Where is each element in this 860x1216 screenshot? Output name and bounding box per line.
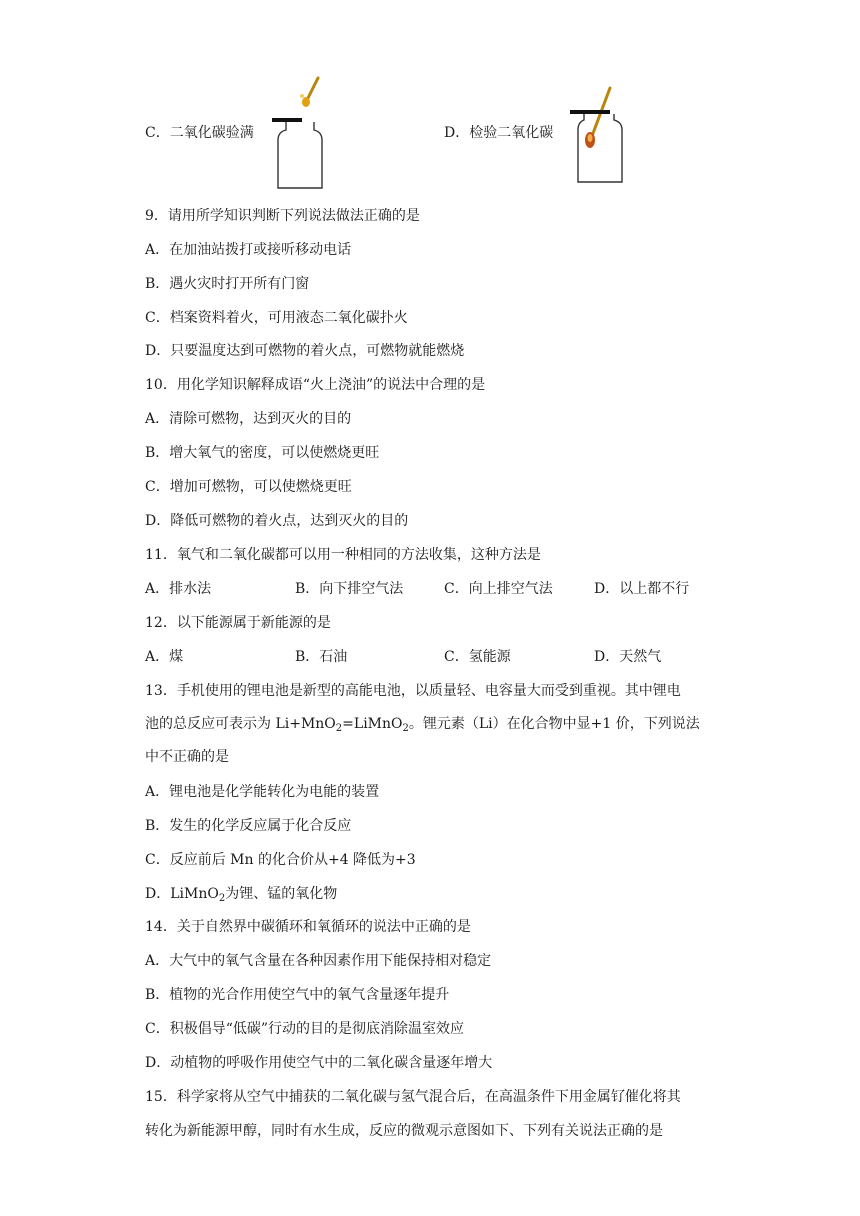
q13-option-a: A．锂电池是化学能转化为电能的装置: [145, 784, 380, 800]
q10-option-c: C．增加可燃物，可以使燃烧更旺: [145, 479, 352, 495]
q9-option-a: A．在加油站拨打或接听移动电话: [145, 242, 352, 258]
q14-stem: 14．关于自然界中碳循环和氧循环的说法中正确的是: [145, 919, 471, 935]
q15-stem-line1: 15．科学家将从空气中捕获的二氧化碳与氢气混合后，在高温条件下用金属钌催化将其: [145, 1089, 681, 1105]
q10-option-b: B．增大氧气的密度，可以使燃烧更旺: [145, 445, 380, 461]
q13-stem-line2: 池的总反应可表示为 Li+MnO$_2$=LiMnO$_2$。锂元素（Li）在化合物中显+1 价，下列说法: [145, 716, 700, 734]
q13-option-c: C．反应前后 Mn 的化合价从+4 降低为+3: [145, 852, 416, 868]
q9-option-d: D．只要温度达到可燃物的着火点，可燃物就能燃烧: [145, 343, 465, 359]
q11-option-d: D．以上都不行: [594, 581, 690, 597]
q11-option-a: A．排水法: [145, 581, 212, 597]
q12-option-a: A．煤: [145, 649, 184, 665]
q13-stem-line1: 13．手机使用的锂电池是新型的高能电池，以质量轻、电容量大而受到重视。其中锂电: [145, 683, 681, 699]
q13-option-d: D．LiMnO$_2$为锂、锰的氧化物: [145, 886, 338, 904]
q10-option-d: D．降低可燃物的着火点，达到灭火的目的: [145, 513, 409, 529]
q11-option-b: B．向下排空气法: [295, 581, 404, 597]
q9-option-b: B．遇火灾时打开所有门窗: [145, 276, 310, 292]
q8-option-c-label: C．二氧化碳验满: [145, 125, 254, 141]
q12-option-d: D．天然气: [594, 649, 662, 665]
q14-option-a: A．大气中的氧气含量在各种因素作用下能保持相对稳定: [145, 953, 492, 969]
q8-option-d-label: D．检验二氧化碳: [444, 125, 554, 141]
q12-option-b: B．石油: [295, 649, 348, 665]
q14-option-d: D．动植物的呼吸作用使空气中的二氧化碳含量逐年增大: [145, 1055, 493, 1071]
q11-stem: 11．氧气和二氧化碳都可以用一种相同的方法收集，这种方法是: [145, 547, 541, 563]
q12-stem: 12．以下能源属于新能源的是: [145, 615, 331, 631]
q12-option-c: C．氢能源: [444, 649, 511, 665]
q11-option-c: C．向上排空气法: [444, 581, 553, 597]
q9-stem: 9．请用所学知识判断下列说法做法正确的是: [145, 208, 420, 224]
q15-stem-line2: 转化为新能源甲醇，同时有水生成，反应的微观示意图如下、下列有关说法正确的是: [145, 1123, 663, 1139]
q9-option-c: C．档案资料着火，可用液态二氧化碳扑火: [145, 310, 408, 326]
q13-option-b: B．发生的化学反应属于化合反应: [145, 818, 352, 834]
q13-stem-line3: 中不正确的是: [145, 749, 229, 765]
q10-stem: 10．用化学知识解释成语“火上浇油”的说法中合理的是: [145, 377, 486, 393]
co2-test-figure: [568, 86, 628, 186]
q14-option-c: C．积极倡导“低碳”行动的目的是彻底消除温室效应: [145, 1021, 465, 1037]
q10-option-a: A．清除可燃物，达到灭火的目的: [145, 411, 352, 427]
co2-full-check-figure: [268, 74, 328, 190]
q14-option-b: B．植物的光合作用使空气中的氧气含量逐年提升: [145, 987, 450, 1003]
